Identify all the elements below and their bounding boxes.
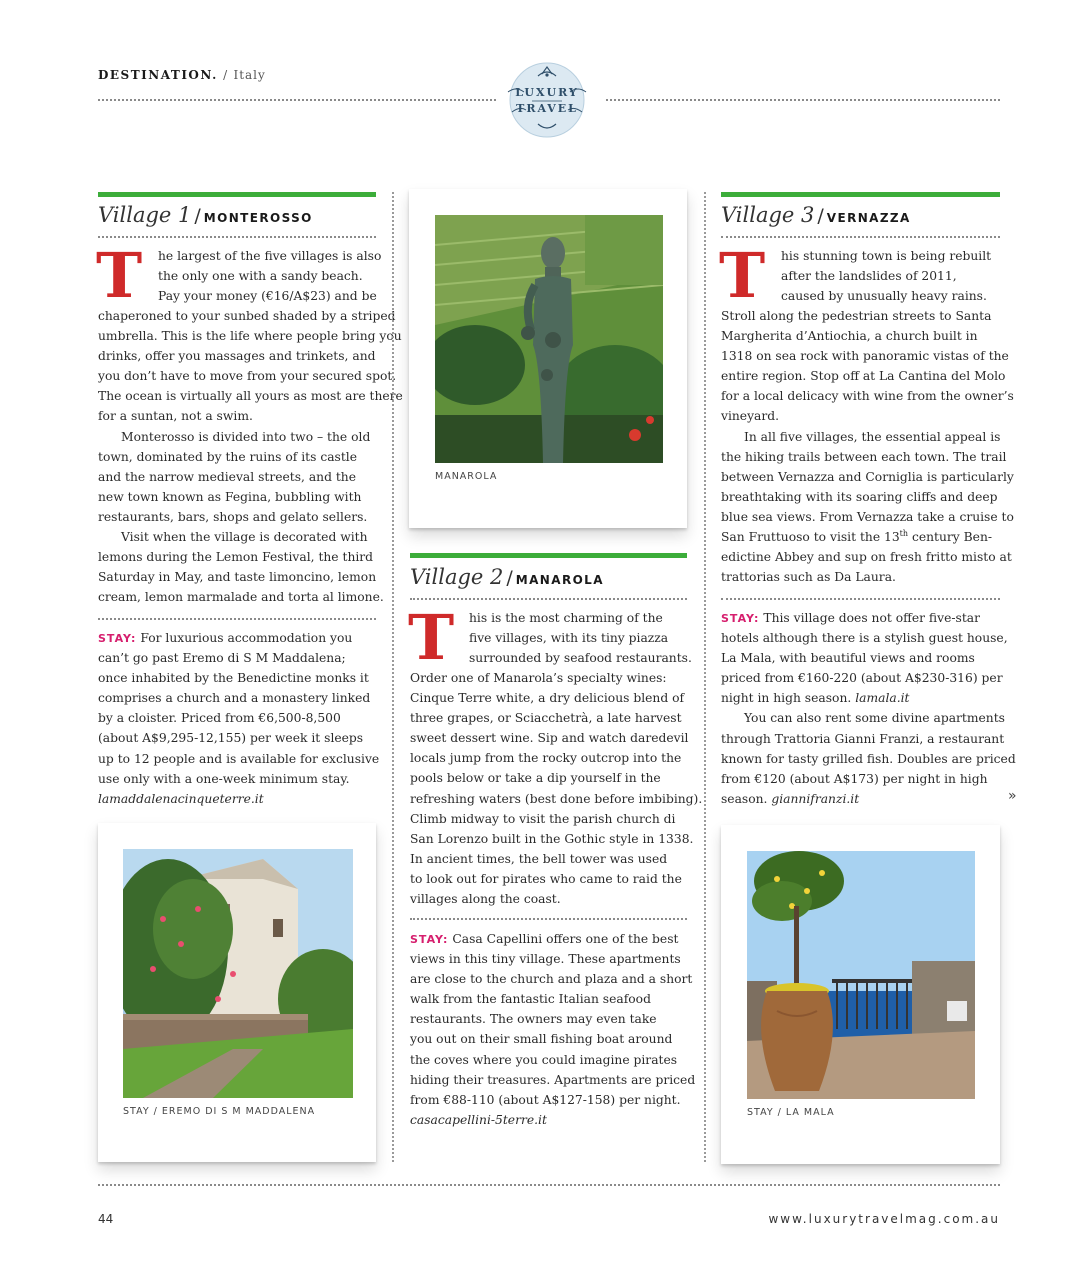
text-line — [721, 527, 1014, 547]
text-line: villages along the coast. — [410, 892, 561, 907]
superscript: th — [899, 528, 909, 538]
text-line: the hiking trails between each town. The trail — [721, 449, 1007, 464]
text-line: once inhabited by the Benedictine monks it — [98, 671, 369, 686]
text-fragment: century Ben- — [908, 530, 993, 545]
text-line: Casa Capellini offers one of the best — [452, 932, 679, 946]
header-rule-left — [98, 99, 496, 101]
text-line: edictine Abbey and sup on fresh fritto misto at — [721, 550, 1012, 565]
text-line: umbrella. This is the life where people bring you — [98, 329, 402, 344]
text-line: town, dominated by the ruins of its castle — [98, 449, 358, 464]
logo-line-2: TRAVEL — [516, 102, 578, 115]
text-line — [721, 688, 1016, 708]
text-line: 1318 on sea rock with panoramic vistas of the — [721, 349, 1009, 364]
text-line: sweet dessert wine. Sip and watch daredevil — [410, 731, 689, 746]
village-1-rule — [98, 236, 376, 238]
village-2-place: MANAROLA — [515, 573, 604, 587]
text-line: use only with a one-week minimum stay. — [98, 771, 350, 786]
village-3-bar — [721, 192, 1000, 197]
text-line: hiding their treasures. Apartments are priced — [410, 1072, 696, 1087]
village-2-link[interactable]: casacapellini-5terre.it — [410, 1112, 547, 1127]
village-2-stay-rule — [410, 918, 687, 920]
text-line: walk from the fantastic Italian seafood — [410, 992, 651, 1007]
text-line: between Vernazza and Corniglia is particularly — [721, 469, 1014, 484]
text-line: from €120 (about A$173) per night in high — [721, 771, 988, 786]
village-3-dropcap: T — [719, 239, 766, 312]
text-line: lemons during the Lemon Festival, the third — [98, 550, 374, 565]
text-line: you out on their small fishing boat around — [410, 1032, 673, 1047]
text-line: priced from €160-220 (about A$230-316) per — [721, 671, 1003, 686]
village-3-heading: Village 3 / VERNAZZA — [721, 203, 911, 227]
village-1-stay — [98, 628, 379, 809]
stay-label: STAY: — [98, 632, 137, 645]
eremo-image — [123, 849, 353, 1098]
text-line: San Lorenzo built in the Gothic style in 1338. — [410, 831, 694, 846]
text-line: breathtaking with its soaring cliffs and deep — [721, 489, 998, 504]
text-line: the only one with a sandy beach. — [158, 269, 363, 284]
text-line: In all five villages, the essential appeal is — [744, 429, 1001, 444]
photo-lamala — [721, 825, 1000, 1164]
photo-eremo — [98, 823, 376, 1162]
section-label: DESTINATION. — [98, 68, 218, 82]
page-number: 44 — [98, 1212, 114, 1226]
village-1-place: MONTEROSSO — [203, 211, 313, 225]
continue-arrow-icon[interactable]: » — [1008, 788, 1017, 804]
lamala-image — [747, 851, 975, 1099]
column-divider-1 — [392, 192, 394, 1162]
text-line: For luxurious accommodation you — [140, 631, 353, 645]
text-line: new town known as Fegina, bubbling with — [98, 489, 362, 504]
text-fragment: season. — [721, 791, 772, 806]
text-line: (about A$9,295-12,155) per week it sleeps — [98, 731, 364, 746]
stay-label: STAY: — [721, 612, 760, 625]
village-2-lead — [469, 608, 692, 668]
text-line: to look out for pirates who came to raid the — [410, 871, 682, 886]
village-2-bar — [410, 553, 687, 558]
text-line: his stunning town is being rebuilt — [781, 249, 992, 263]
village-3-stay — [721, 608, 1016, 809]
village-2-rule — [410, 598, 687, 600]
text-line: Margherita d’Antiochia, a church built in — [721, 329, 978, 344]
text-line: refreshing waters (best done before imbibing). — [410, 791, 703, 806]
text-line: vineyard. — [721, 409, 780, 424]
village-2-stay — [410, 929, 695, 1130]
village-2-dropcap: T — [408, 601, 455, 674]
text-line: known for tasty grilled fish. Doubles are priced — [721, 751, 1016, 766]
text-line: Pay your money (€16/A$23) and be — [158, 289, 377, 304]
text-line: comprises a church and a monastery linked — [98, 691, 371, 706]
text-line: hotels although there is a stylish guest house, — [721, 631, 1008, 646]
text-line: The ocean is virtually all yours as most are there — [98, 389, 403, 404]
village-3-stay-rule — [721, 598, 1000, 600]
text-line: caused by unusually heavy rains. — [781, 289, 987, 304]
text-line: In ancient times, the bell tower was used — [410, 851, 668, 866]
caption-manarola: MANAROLA — [435, 471, 498, 482]
stay-label: STAY: — [410, 933, 449, 946]
text-line: surrounded by seafood restaurants. — [469, 651, 692, 666]
text-line: cream, lemon marmalade and torta al limone. — [98, 590, 384, 605]
text-line: entire region. Stop off at La Cantina del Molo — [721, 369, 1006, 384]
text-line: La Mala, with beautiful views and rooms — [721, 651, 975, 666]
section-header — [98, 68, 266, 82]
text-line: can’t go past Eremo di S M Maddalena; — [98, 651, 346, 666]
village-1-body — [98, 306, 403, 607]
text-line: Order one of Manarola’s specialty wines: — [410, 671, 667, 685]
text-line: chaperoned to your sunbed shaded by a striped — [98, 309, 396, 323]
text-line: by a cloister. Priced from €6,500-8,500 — [98, 711, 341, 726]
village-3-rule — [721, 236, 1000, 238]
section-subsection: Italy — [233, 68, 266, 82]
village-1-stay-rule — [98, 618, 376, 620]
text-line: drinks, offer you massages and trinkets, and — [98, 349, 376, 364]
text-line: trattorias such as Da Laura. — [721, 570, 896, 585]
text-line: after the landslides of 2011, — [781, 269, 957, 284]
text-line: pools below or take a dip yourself in the — [410, 771, 661, 786]
village-2-body — [410, 668, 702, 909]
village-3-lead — [781, 246, 991, 306]
text-line: the coves where you could imagine pirates — [410, 1052, 678, 1067]
header-rule-right — [606, 99, 1000, 101]
text-line: You can also rent some divine apartments — [744, 711, 1005, 726]
footer-rule — [98, 1184, 1000, 1186]
section-separator: / — [223, 68, 229, 82]
photo-manarola — [409, 189, 687, 528]
village-2-heading: Village 2 / MANAROLA — [410, 565, 604, 589]
text-line: restaurants, bars, shops and gelato sellers. — [98, 509, 368, 524]
text-line: for a suntan, not a swim. — [98, 409, 253, 424]
village-3-place: VERNAZZA — [826, 211, 911, 225]
logo-emblem-icon — [502, 60, 592, 140]
text-line: are close to the church and plaza and a short — [410, 972, 693, 987]
text-line — [721, 789, 1016, 809]
logo-line-1: LUXURY — [515, 86, 579, 99]
village-1-lead — [158, 246, 381, 306]
text-line: you don’t have to move from your secured spot. — [98, 369, 397, 384]
text-line: through Trattoria Gianni Franzi, a restaurant — [721, 731, 1005, 746]
text-line: Cinque Terre white, a dry delicious blend of — [410, 691, 685, 706]
text-line: Saturday in May, and taste limoncino, lemon — [98, 570, 377, 585]
text-line: Visit when the village is decorated with — [121, 530, 368, 545]
village-3-link-lamala[interactable]: lamala.it — [855, 691, 910, 706]
village-3-body — [721, 306, 1014, 587]
text-line: up to 12 people and is available for exclusive — [98, 751, 380, 766]
text-line: Monterosso is divided into two – the old — [121, 429, 371, 444]
luxury-travel-logo — [502, 60, 592, 140]
text-line: three grapes, or Sciacchetrà, a late harvest — [410, 711, 682, 726]
text-line: blue sea views. From Vernazza take a cruise to — [721, 509, 1014, 524]
text-line: locals jump from the rocky outcrop into the — [410, 751, 682, 766]
text-line: views in this tiny village. These apartments — [410, 952, 681, 967]
text-fragment: San Fruttuoso to visit the 13 — [721, 530, 900, 545]
caption-lamala: STAY / LA MALA — [747, 1107, 835, 1118]
village-2-script: Village 2 — [410, 565, 504, 589]
village-3-link-giannifranzi[interactable]: giannifranzi.it — [771, 791, 860, 806]
village-1-bar — [98, 192, 376, 197]
village-1-script: Village 1 — [98, 203, 192, 227]
village-3-script: Village 3 — [721, 203, 815, 227]
text-line: from €88-110 (about A$127-158) per night. — [410, 1092, 681, 1107]
text-line: Stroll along the pedestrian streets to Santa — [721, 309, 992, 323]
village-1-heading: Village 1 / MONTEROSSO — [98, 203, 313, 227]
text-line: restaurants. The owners may even take — [410, 1012, 657, 1027]
text-line: for a local delicacy with wine from the owner’s — [721, 389, 1014, 404]
village-1-link[interactable]: lamaddalenacinqueterre.it — [98, 791, 264, 806]
text-fragment: night in high season. — [721, 691, 856, 706]
manarola-statue-image — [435, 215, 663, 463]
caption-eremo: STAY / EREMO DI S M MADDALENA — [123, 1106, 316, 1117]
column-divider-2 — [704, 192, 706, 1162]
website-url[interactable]: www.luxurytravelmag.com.au — [768, 1212, 1000, 1226]
text-line: his is the most charming of the — [469, 611, 663, 625]
village-1-dropcap: T — [96, 239, 143, 312]
text-line: This village does not offer five-star — [763, 611, 980, 625]
text-line: he largest of the five villages is also — [158, 249, 382, 263]
text-line: and the narrow medieval streets, and the — [98, 469, 356, 484]
text-line: five villages, with its tiny piazza — [469, 631, 669, 646]
text-line: Climb midway to visit the parish church di — [410, 811, 676, 826]
